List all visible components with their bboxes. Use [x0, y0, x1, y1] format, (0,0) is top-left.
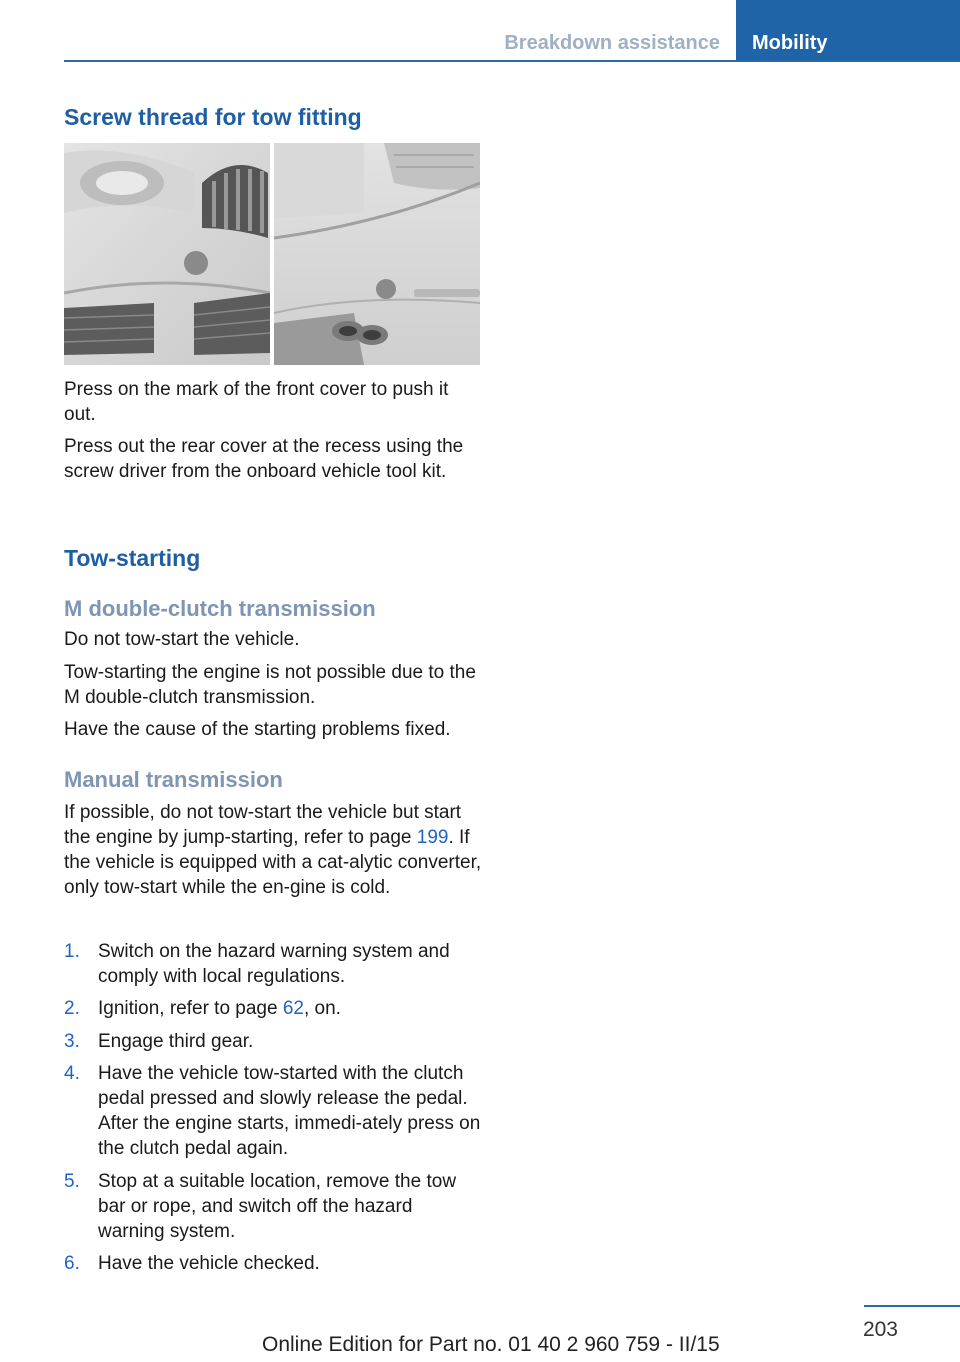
- list-item-number: 5.: [64, 1171, 80, 1192]
- header-rule: [64, 60, 960, 62]
- list-item-number: 6.: [64, 1253, 80, 1274]
- header-section-title: Breakdown assistance: [504, 32, 720, 54]
- manual-text-a: If possible, do not tow-start the vehicle but start the engine by jump-starting, refer to page: [64, 802, 462, 848]
- edition-footer: Online Edition for Part no. 01 40 2 960 759 - II/15: [262, 1333, 720, 1356]
- list-item-text: Engage third gear.: [98, 1031, 254, 1052]
- list-item-text: Stop at a suitable location, remove the tow bar or rope, and switch off the hazard warning system.: [98, 1171, 457, 1242]
- list-item-number: 2.: [64, 998, 80, 1019]
- heading-screw-thread: Screw thread for tow fitting: [64, 104, 362, 130]
- paragraph-front-cover: Press on the mark of the front cover to push it out.: [64, 379, 449, 425]
- heading-manual-transmission: Manual transmission: [64, 767, 283, 792]
- list-item-number: 1.: [64, 941, 80, 962]
- footer-rule: [864, 1305, 960, 1307]
- paragraph-mdct-3: Have the cause of the starting problems fixed.: [64, 719, 451, 740]
- page-link-62[interactable]: 62: [282, 998, 304, 1019]
- manual-text-b: . If the vehicle is equipped with a cat‑alytic converter, only tow-start while the en‑gine is cold.: [64, 827, 482, 898]
- paragraph-mdct-2: Tow-starting the engine is not possible due to the M double-clutch transmission.: [64, 662, 476, 708]
- page-header: [0, 0, 960, 62]
- list-item-number: 3.: [64, 1031, 80, 1052]
- header-chapter-tab: Mobility: [736, 0, 960, 62]
- step2-text-b: , on.: [303, 998, 341, 1019]
- page-number: 203: [862, 1318, 898, 1341]
- paragraph-rear-cover: Press out the rear cover at the recess using the screw driver from the onboard vehicle tool kit.: [64, 436, 464, 482]
- list-item-number: 4.: [64, 1063, 80, 1084]
- tow-fitting-figure: [64, 143, 480, 365]
- paragraph-mdct-1: Do not tow-start the vehicle.: [64, 629, 300, 650]
- page-link-199[interactable]: 199: [416, 827, 449, 848]
- list-item-text: Have the vehicle tow-started with the clutch pedal pressed and slowly release the pedal. After the engine starts, immedi‑ately press on the clutch pedal again.: [98, 1063, 481, 1159]
- list-item-text: Have the vehicle checked.: [98, 1253, 320, 1274]
- paragraph-manual: [64, 800, 484, 900]
- list-item-text: [98, 996, 482, 1021]
- heading-tow-starting: Tow-starting: [64, 545, 201, 571]
- step2-text-a: Ignition, refer to page: [98, 998, 283, 1019]
- heading-m-double-clutch: M double-clutch transmission: [64, 596, 376, 621]
- list-item-text: Switch on the hazard warning system and comply with local regulations.: [98, 941, 450, 987]
